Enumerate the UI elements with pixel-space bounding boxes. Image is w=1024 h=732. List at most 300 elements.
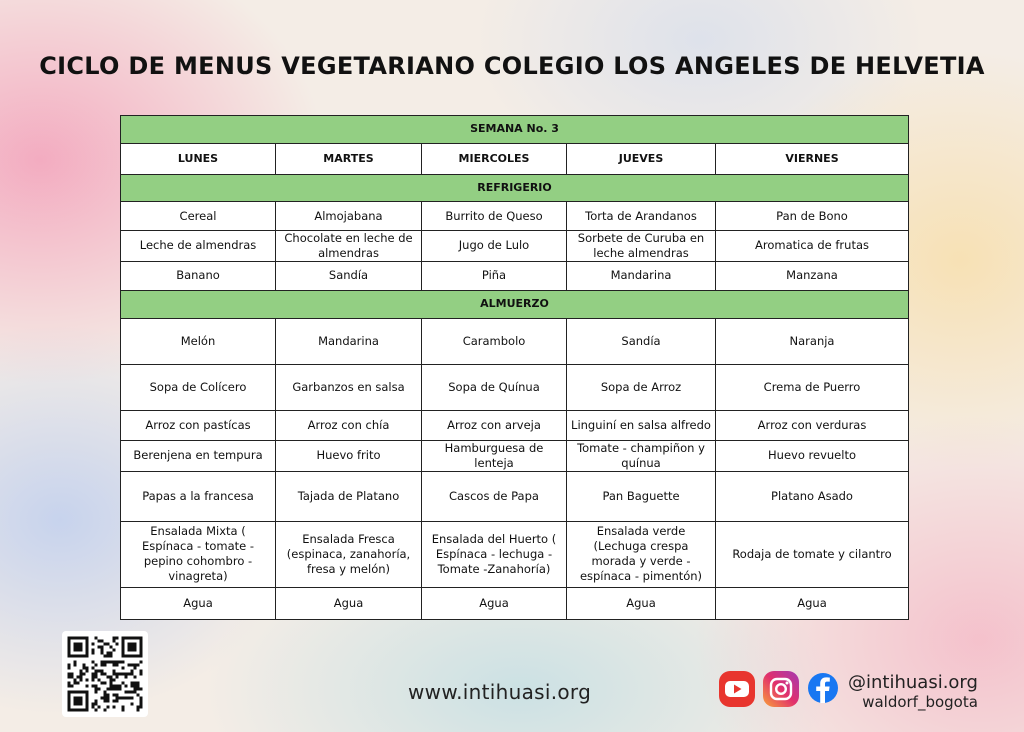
- qr-module: [98, 646, 101, 649]
- qr-module: [140, 640, 143, 643]
- qr-module: [74, 679, 77, 682]
- qr-module: [98, 640, 101, 643]
- menu-cell: Sopa de Arroz: [567, 364, 716, 410]
- table-row: [121, 521, 909, 587]
- qr-module: [119, 688, 122, 691]
- menu-cell: Ensalada Fresca (espinaca, zanahoría, fresa y melón): [276, 521, 422, 587]
- qr-module: [101, 697, 104, 700]
- menu-cell: Agua: [276, 587, 422, 619]
- qr-module: [68, 691, 71, 694]
- menu-cell: Platano Asado: [716, 471, 909, 521]
- qr-module: [110, 646, 113, 649]
- qr-module: [134, 664, 137, 667]
- qr-module: [122, 673, 125, 676]
- menu-cell: Leche de almendras: [121, 231, 276, 262]
- qr-module: [125, 685, 128, 688]
- qr-code-icon: [62, 631, 148, 717]
- qr-module: [140, 688, 143, 691]
- qr-module: [131, 691, 134, 694]
- qr-module: [101, 664, 104, 667]
- menu-cell: Arroz con arveja: [422, 410, 567, 440]
- table-row: [121, 471, 909, 521]
- instagram-icon[interactable]: [762, 670, 800, 708]
- qr-module: [134, 649, 137, 652]
- menu-cell: Arroz con verduras: [716, 410, 909, 440]
- qr-module: [122, 643, 125, 646]
- qr-module: [77, 676, 80, 679]
- qr-module: [122, 655, 125, 658]
- qr-module: [104, 682, 107, 685]
- qr-module: [128, 673, 131, 676]
- qr-module: [113, 637, 116, 640]
- menu-cell: Tajada de Platano: [276, 471, 422, 521]
- menu-cell: Linguiní en salsa alfredo: [567, 410, 716, 440]
- qr-module: [101, 670, 104, 673]
- qr-module: [74, 646, 77, 649]
- qr-module: [110, 676, 113, 679]
- qr-module: [86, 649, 89, 652]
- qr-module: [113, 694, 116, 697]
- menu-cell: Piña: [422, 261, 567, 290]
- qr-module: [68, 706, 71, 709]
- qr-module: [101, 652, 104, 655]
- qr-module: [95, 685, 98, 688]
- qr-module: [122, 661, 125, 664]
- qr-module: [125, 697, 128, 700]
- qr-module: [122, 640, 125, 643]
- qr-module: [74, 700, 77, 703]
- menu-cell: Mandarina: [567, 261, 716, 290]
- qr-module: [116, 697, 119, 700]
- qr-module: [80, 697, 83, 700]
- qr-module: [140, 655, 143, 658]
- qr-module: [140, 703, 143, 706]
- qr-module: [98, 706, 101, 709]
- day-viernes: VIERNES: [716, 144, 909, 175]
- qr-module: [125, 691, 128, 694]
- qr-module: [122, 682, 125, 685]
- qr-module: [137, 709, 140, 712]
- qr-module: [116, 700, 119, 703]
- qr-module: [83, 667, 86, 670]
- qr-module: [83, 655, 86, 658]
- menu-cell: Aromatica de frutas: [716, 231, 909, 262]
- qr-module: [140, 646, 143, 649]
- social-icons: [718, 670, 846, 708]
- qr-module: [101, 640, 104, 643]
- qr-module: [137, 664, 140, 667]
- qr-module: [68, 649, 71, 652]
- qr-module: [68, 667, 71, 670]
- qr-module: [101, 661, 104, 664]
- qr-module: [122, 706, 125, 709]
- qr-module: [68, 646, 71, 649]
- qr-module: [77, 700, 80, 703]
- qr-module: [131, 643, 134, 646]
- qr-module: [104, 694, 107, 697]
- qr-module: [80, 637, 83, 640]
- table-row: [121, 231, 909, 262]
- qr-module: [92, 652, 95, 655]
- qr-module: [80, 646, 83, 649]
- qr-module: [92, 649, 95, 652]
- qr-module: [80, 655, 83, 658]
- qr-module: [113, 700, 116, 703]
- qr-module: [113, 673, 116, 676]
- qr-module: [122, 709, 125, 712]
- qr-module: [122, 646, 125, 649]
- menu-cell: Sopa de Colícero: [121, 364, 276, 410]
- qr-module: [110, 679, 113, 682]
- menu-cell: Burrito de Queso: [422, 202, 567, 231]
- qr-module: [77, 697, 80, 700]
- qr-module: [86, 655, 89, 658]
- qr-module: [86, 640, 89, 643]
- qr-module: [71, 709, 74, 712]
- qr-module: [116, 661, 119, 664]
- qr-module: [74, 691, 77, 694]
- menu-cell: Banano: [121, 261, 276, 290]
- qr-module: [140, 673, 143, 676]
- qr-module: [134, 688, 137, 691]
- qr-module: [68, 682, 71, 685]
- qr-module: [86, 694, 89, 697]
- page-title: CICLO DE MENUS VEGETARIANO COLEGIO LOS ANGELES DE HELVETIA: [39, 52, 985, 80]
- qr-module: [71, 673, 74, 676]
- qr-module: [122, 649, 125, 652]
- qr-module: [134, 637, 137, 640]
- qr-module: [128, 691, 131, 694]
- menu-cell: Tomate - champiñon y quínua: [567, 440, 716, 471]
- qr-module: [140, 643, 143, 646]
- qr-code-icon[interactable]: [62, 631, 148, 717]
- qr-module: [80, 703, 83, 706]
- qr-module: [86, 703, 89, 706]
- qr-module: [110, 655, 113, 658]
- menu-cell: Naranja: [716, 318, 909, 364]
- qr-module: [113, 688, 116, 691]
- qr-module: [119, 685, 122, 688]
- qr-module: [125, 655, 128, 658]
- qr-module: [74, 637, 77, 640]
- qr-module: [119, 697, 122, 700]
- qr-module: [86, 679, 89, 682]
- qr-module: [71, 655, 74, 658]
- day-jueves: JUEVES: [567, 144, 716, 175]
- qr-module: [131, 649, 134, 652]
- qr-module: [134, 691, 137, 694]
- qr-module: [77, 691, 80, 694]
- qr-module: [137, 655, 140, 658]
- qr-module: [107, 652, 110, 655]
- qr-module: [113, 649, 116, 652]
- qr-module: [104, 655, 107, 658]
- qr-module: [116, 637, 119, 640]
- qr-module: [101, 673, 104, 676]
- qr-module: [80, 709, 83, 712]
- qr-module: [107, 688, 110, 691]
- menu-cell: Huevo revuelto: [716, 440, 909, 471]
- qr-module: [68, 664, 71, 667]
- table-row: [121, 202, 909, 231]
- qr-module: [71, 637, 74, 640]
- qr-module: [74, 697, 77, 700]
- qr-module: [131, 655, 134, 658]
- qr-module: [104, 709, 107, 712]
- menu-cell: Sopa de Quínua: [422, 364, 567, 410]
- qr-module: [104, 664, 107, 667]
- qr-module: [131, 697, 134, 700]
- social-handles: [848, 672, 978, 710]
- qr-module: [116, 643, 119, 646]
- days-row: [121, 144, 909, 175]
- qr-module: [110, 685, 113, 688]
- qr-module: [83, 664, 86, 667]
- qr-module: [95, 709, 98, 712]
- qr-module: [92, 643, 95, 646]
- qr-module: [71, 676, 74, 679]
- qr-module: [92, 679, 95, 682]
- website-link[interactable]: www.intihuasi.org: [408, 680, 592, 704]
- qr-module: [80, 649, 83, 652]
- menu-cell: Rodaja de tomate y cilantro: [716, 521, 909, 587]
- qr-module: [134, 682, 137, 685]
- qr-module: [134, 676, 137, 679]
- qr-module: [86, 670, 89, 673]
- qr-module: [95, 691, 98, 694]
- menu-cell: Mandarina: [276, 318, 422, 364]
- table-row: [121, 364, 909, 410]
- day-lunes: LUNES: [121, 144, 276, 175]
- qr-module: [92, 667, 95, 670]
- qr-module: [122, 697, 125, 700]
- qr-module: [86, 709, 89, 712]
- menu-cell: Agua: [567, 587, 716, 619]
- qr-module: [137, 688, 140, 691]
- qr-module: [140, 637, 143, 640]
- qr-module: [107, 661, 110, 664]
- qr-module: [134, 667, 137, 670]
- qr-module: [98, 688, 101, 691]
- qr-module: [140, 697, 143, 700]
- qr-module: [128, 655, 131, 658]
- menu-cell: Manzana: [716, 261, 909, 290]
- qr-module: [86, 667, 89, 670]
- qr-module: [68, 673, 71, 676]
- menu-cell: Arroz con chía: [276, 410, 422, 440]
- qr-module: [137, 685, 140, 688]
- qr-module: [74, 661, 77, 664]
- qr-module: [77, 703, 80, 706]
- qr-module: [107, 700, 110, 703]
- qr-module: [104, 673, 107, 676]
- menu-cell: Melón: [121, 318, 276, 364]
- qr-module: [122, 652, 125, 655]
- qr-module: [68, 697, 71, 700]
- qr-module: [128, 646, 131, 649]
- menu-cell: Sorbete de Curuba en leche almendras: [567, 231, 716, 262]
- menu-cell: Agua: [716, 587, 909, 619]
- menu-cell: Cereal: [121, 202, 276, 231]
- qr-module: [134, 643, 137, 646]
- qr-module: [134, 655, 137, 658]
- qr-module: [74, 649, 77, 652]
- qr-module: [86, 646, 89, 649]
- qr-module: [131, 664, 134, 667]
- qr-module: [98, 679, 101, 682]
- qr-module: [104, 697, 107, 700]
- qr-module: [74, 682, 77, 685]
- table-row: [121, 318, 909, 364]
- qr-module: [140, 700, 143, 703]
- qr-module: [95, 673, 98, 676]
- qr-module: [86, 691, 89, 694]
- qr-module: [83, 637, 86, 640]
- qr-module: [74, 709, 77, 712]
- qr-module: [68, 700, 71, 703]
- qr-module: [107, 694, 110, 697]
- qr-module: [116, 688, 119, 691]
- day-martes: MARTES: [276, 144, 422, 175]
- facebook-icon[interactable]: [806, 670, 840, 708]
- youtube-icon[interactable]: [718, 670, 756, 708]
- qr-module: [80, 643, 83, 646]
- day-miercoles: MIERCOLES: [422, 144, 567, 175]
- handle-secondary[interactable]: waldorf_bogota: [862, 693, 978, 711]
- qr-module: [131, 637, 134, 640]
- qr-module: [113, 661, 116, 664]
- qr-module: [128, 637, 131, 640]
- qr-module: [77, 646, 80, 649]
- qr-module: [131, 685, 134, 688]
- qr-module: [71, 691, 74, 694]
- qr-module: [140, 649, 143, 652]
- qr-module: [116, 664, 119, 667]
- qr-module: [125, 673, 128, 676]
- qr-module: [113, 664, 116, 667]
- menu-cell: Arroz con pastícas: [121, 410, 276, 440]
- qr-module: [137, 706, 140, 709]
- qr-module: [86, 700, 89, 703]
- qr-module: [107, 676, 110, 679]
- qr-module: [68, 703, 71, 706]
- qr-module: [68, 652, 71, 655]
- qr-module: [104, 691, 107, 694]
- qr-module: [131, 646, 134, 649]
- table-row: [121, 410, 909, 440]
- qr-module: [95, 688, 98, 691]
- qr-module: [110, 688, 113, 691]
- menu-cell: Agua: [121, 587, 276, 619]
- qr-module: [80, 676, 83, 679]
- qr-module: [86, 697, 89, 700]
- qr-module: [125, 676, 128, 679]
- qr-module: [95, 676, 98, 679]
- qr-module: [107, 655, 110, 658]
- qr-module: [101, 682, 104, 685]
- menu-cell: Ensalada verde (Lechuga crespa morada y verde - espínaca - pimentón): [567, 521, 716, 587]
- menu-cell: Cascos de Papa: [422, 471, 567, 521]
- qr-module: [71, 685, 74, 688]
- qr-module: [113, 679, 116, 682]
- menu-cell: Chocolate en leche de almendras: [276, 231, 422, 262]
- qr-module: [134, 685, 137, 688]
- menu-cell: Crema de Puerro: [716, 364, 909, 410]
- qr-module: [101, 649, 104, 652]
- qr-module: [95, 664, 98, 667]
- qr-module: [86, 706, 89, 709]
- qr-module: [86, 685, 89, 688]
- qr-module: [80, 670, 83, 673]
- qr-module: [68, 655, 71, 658]
- almuerzo-label: ALMUERZO: [121, 290, 909, 318]
- qr-module: [77, 709, 80, 712]
- qr-module: [92, 673, 95, 676]
- qr-module: [80, 679, 83, 682]
- qr-module: [125, 637, 128, 640]
- qr-module: [68, 643, 71, 646]
- menu-cell: Garbanzos en salsa: [276, 364, 422, 410]
- qr-module: [122, 637, 125, 640]
- qr-module: [116, 676, 119, 679]
- almuerzo-header-row: [121, 290, 909, 318]
- menu-cell: Berenjena en tempura: [121, 440, 276, 471]
- qr-module: [104, 700, 107, 703]
- qr-module: [134, 646, 137, 649]
- menu-cell: Agua: [422, 587, 567, 619]
- qr-module: [92, 685, 95, 688]
- qr-module: [83, 673, 86, 676]
- qr-module: [110, 682, 113, 685]
- qr-module: [68, 637, 71, 640]
- qr-module: [137, 637, 140, 640]
- qr-module: [95, 700, 98, 703]
- menu-cell: Jugo de Lulo: [422, 231, 567, 262]
- qr-module: [128, 697, 131, 700]
- menu-cell: Sandía: [567, 318, 716, 364]
- qr-module: [86, 652, 89, 655]
- qr-module: [80, 673, 83, 676]
- qr-module: [119, 661, 122, 664]
- qr-module: [131, 673, 134, 676]
- handle-primary[interactable]: @intihuasi.org: [848, 672, 978, 693]
- qr-module: [95, 637, 98, 640]
- qr-module: [80, 691, 83, 694]
- qr-module: [107, 706, 110, 709]
- qr-module: [107, 643, 110, 646]
- qr-module: [95, 670, 98, 673]
- qr-module: [80, 700, 83, 703]
- qr-module: [68, 709, 71, 712]
- qr-module: [101, 646, 104, 649]
- qr-module: [74, 643, 77, 646]
- qr-module: [68, 685, 71, 688]
- table-row: [121, 261, 909, 290]
- qr-module: [92, 661, 95, 664]
- week-label: SEMANA No. 3: [121, 116, 909, 144]
- qr-module: [137, 682, 140, 685]
- qr-module: [140, 661, 143, 664]
- qr-module: [116, 673, 119, 676]
- refrigerio-label: REFRIGERIO: [121, 175, 909, 202]
- menu-cell: Hamburguesa de lenteja: [422, 440, 567, 471]
- qr-module: [104, 643, 107, 646]
- qr-module: [113, 670, 116, 673]
- menu-cell: Pan de Bono: [716, 202, 909, 231]
- qr-module: [77, 637, 80, 640]
- qr-module: [86, 637, 89, 640]
- qr-module: [128, 649, 131, 652]
